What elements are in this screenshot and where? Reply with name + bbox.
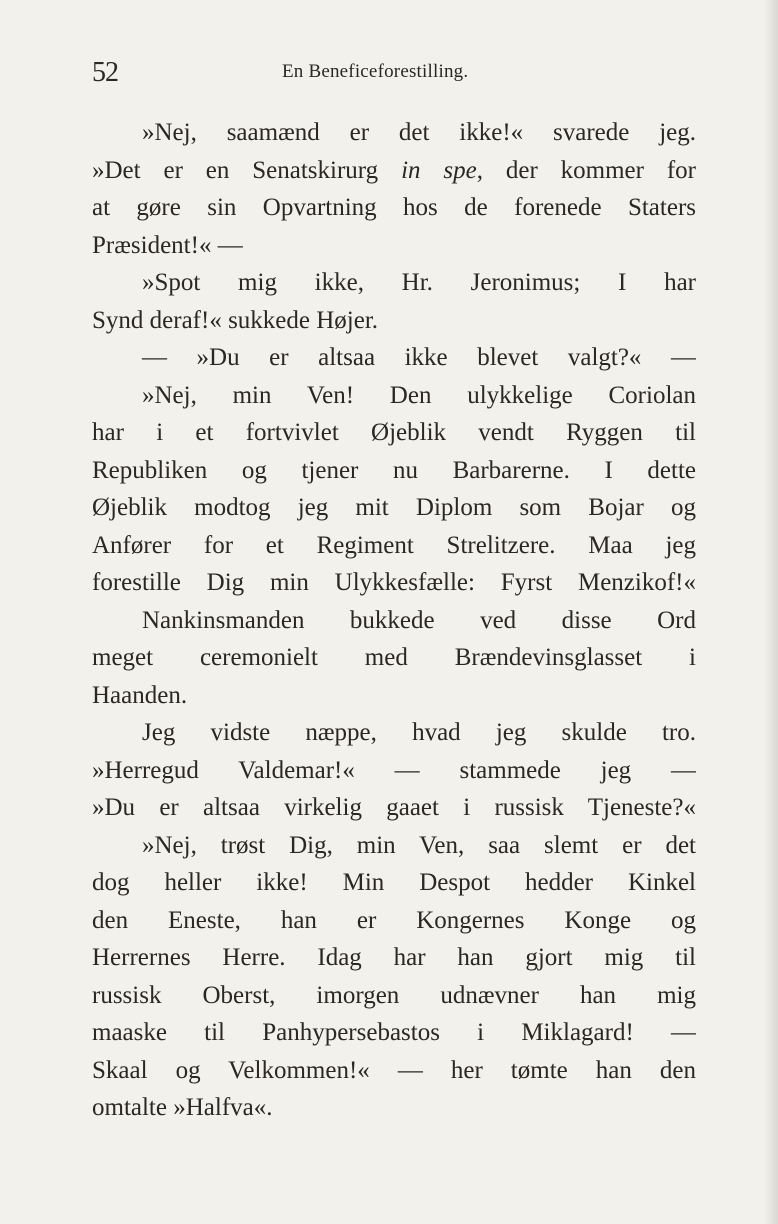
text-line: at gøre sin Opvartning hos de forenede Staters (92, 194, 696, 221)
text-line: »Nej, saamænd er det ikke!« svarede jeg. (142, 119, 696, 146)
text-line: dog heller ikke! Min Despot hedder Kinkel (92, 869, 696, 896)
text-line: har i et fortvivlet Øjeblik vendt Ryggen til (92, 419, 696, 446)
text-line: »Du er altsaa virkelig gaaet i russisk Tjeneste?« (92, 794, 696, 821)
text-line: forestille Dig min Ulykkesfælle: Fyrst Menzikof!« (92, 569, 696, 596)
text-line: Herrernes Herre. Idag har han gjort mig til (92, 944, 696, 971)
running-head: En Beneficeforestilling. (282, 61, 469, 82)
text-line: meget ceremonielt med Brændevinsglasset i (92, 644, 696, 671)
text-line: Nankinsmanden bukkede ved disse Ord (142, 606, 696, 634)
text-line: Præsident!« — (92, 231, 243, 259)
text-line: »Nej, min Ven! Den ulykkelige Coriolan (142, 381, 696, 409)
text-line: Haanden. (92, 681, 188, 709)
page-number: 52 (92, 57, 118, 88)
text-line: Øjeblik modtog jeg mit Diplom som Bojar og (92, 494, 696, 521)
text-line: maaske til Panhypersebastos i Miklagard! — (92, 1019, 696, 1046)
text-line: »Spot mig ikke, Hr. Jeronimus; I har (142, 269, 696, 296)
text-line: Republiken og tjener nu Barbarerne. I dette (92, 456, 696, 484)
text-line: russisk Oberst, imorgen udnævner han mig (92, 981, 696, 1009)
text-line: Synd deraf!« sukkede Højer. (92, 306, 379, 334)
text-line: den Eneste, han er Kongernes Konge og (92, 906, 696, 934)
text-line: Anfører for et Regiment Strelitzere. Maa jeg (92, 531, 696, 559)
text-line: — »Du er altsaa ikke blevet valgt?« — (142, 344, 696, 371)
text-line: Jeg vidste næppe, hvad jeg skulde tro. (142, 719, 696, 746)
text-line: »Herregud Valdemar!« — stammede jeg — (92, 756, 696, 784)
text-line: »Nej, trøst Dig, min Ven, saa slemt er det (142, 831, 696, 859)
text-line: »Det er en Senatskirurg in spe, der kommer for (92, 156, 696, 184)
page-edge-shadow (764, 0, 778, 1224)
text-line: omtalte »Halfva«. (92, 1094, 273, 1121)
text-line: Skaal og Velkommen!« — her tømte han den (92, 1056, 696, 1084)
body-text (92, 114, 696, 1127)
